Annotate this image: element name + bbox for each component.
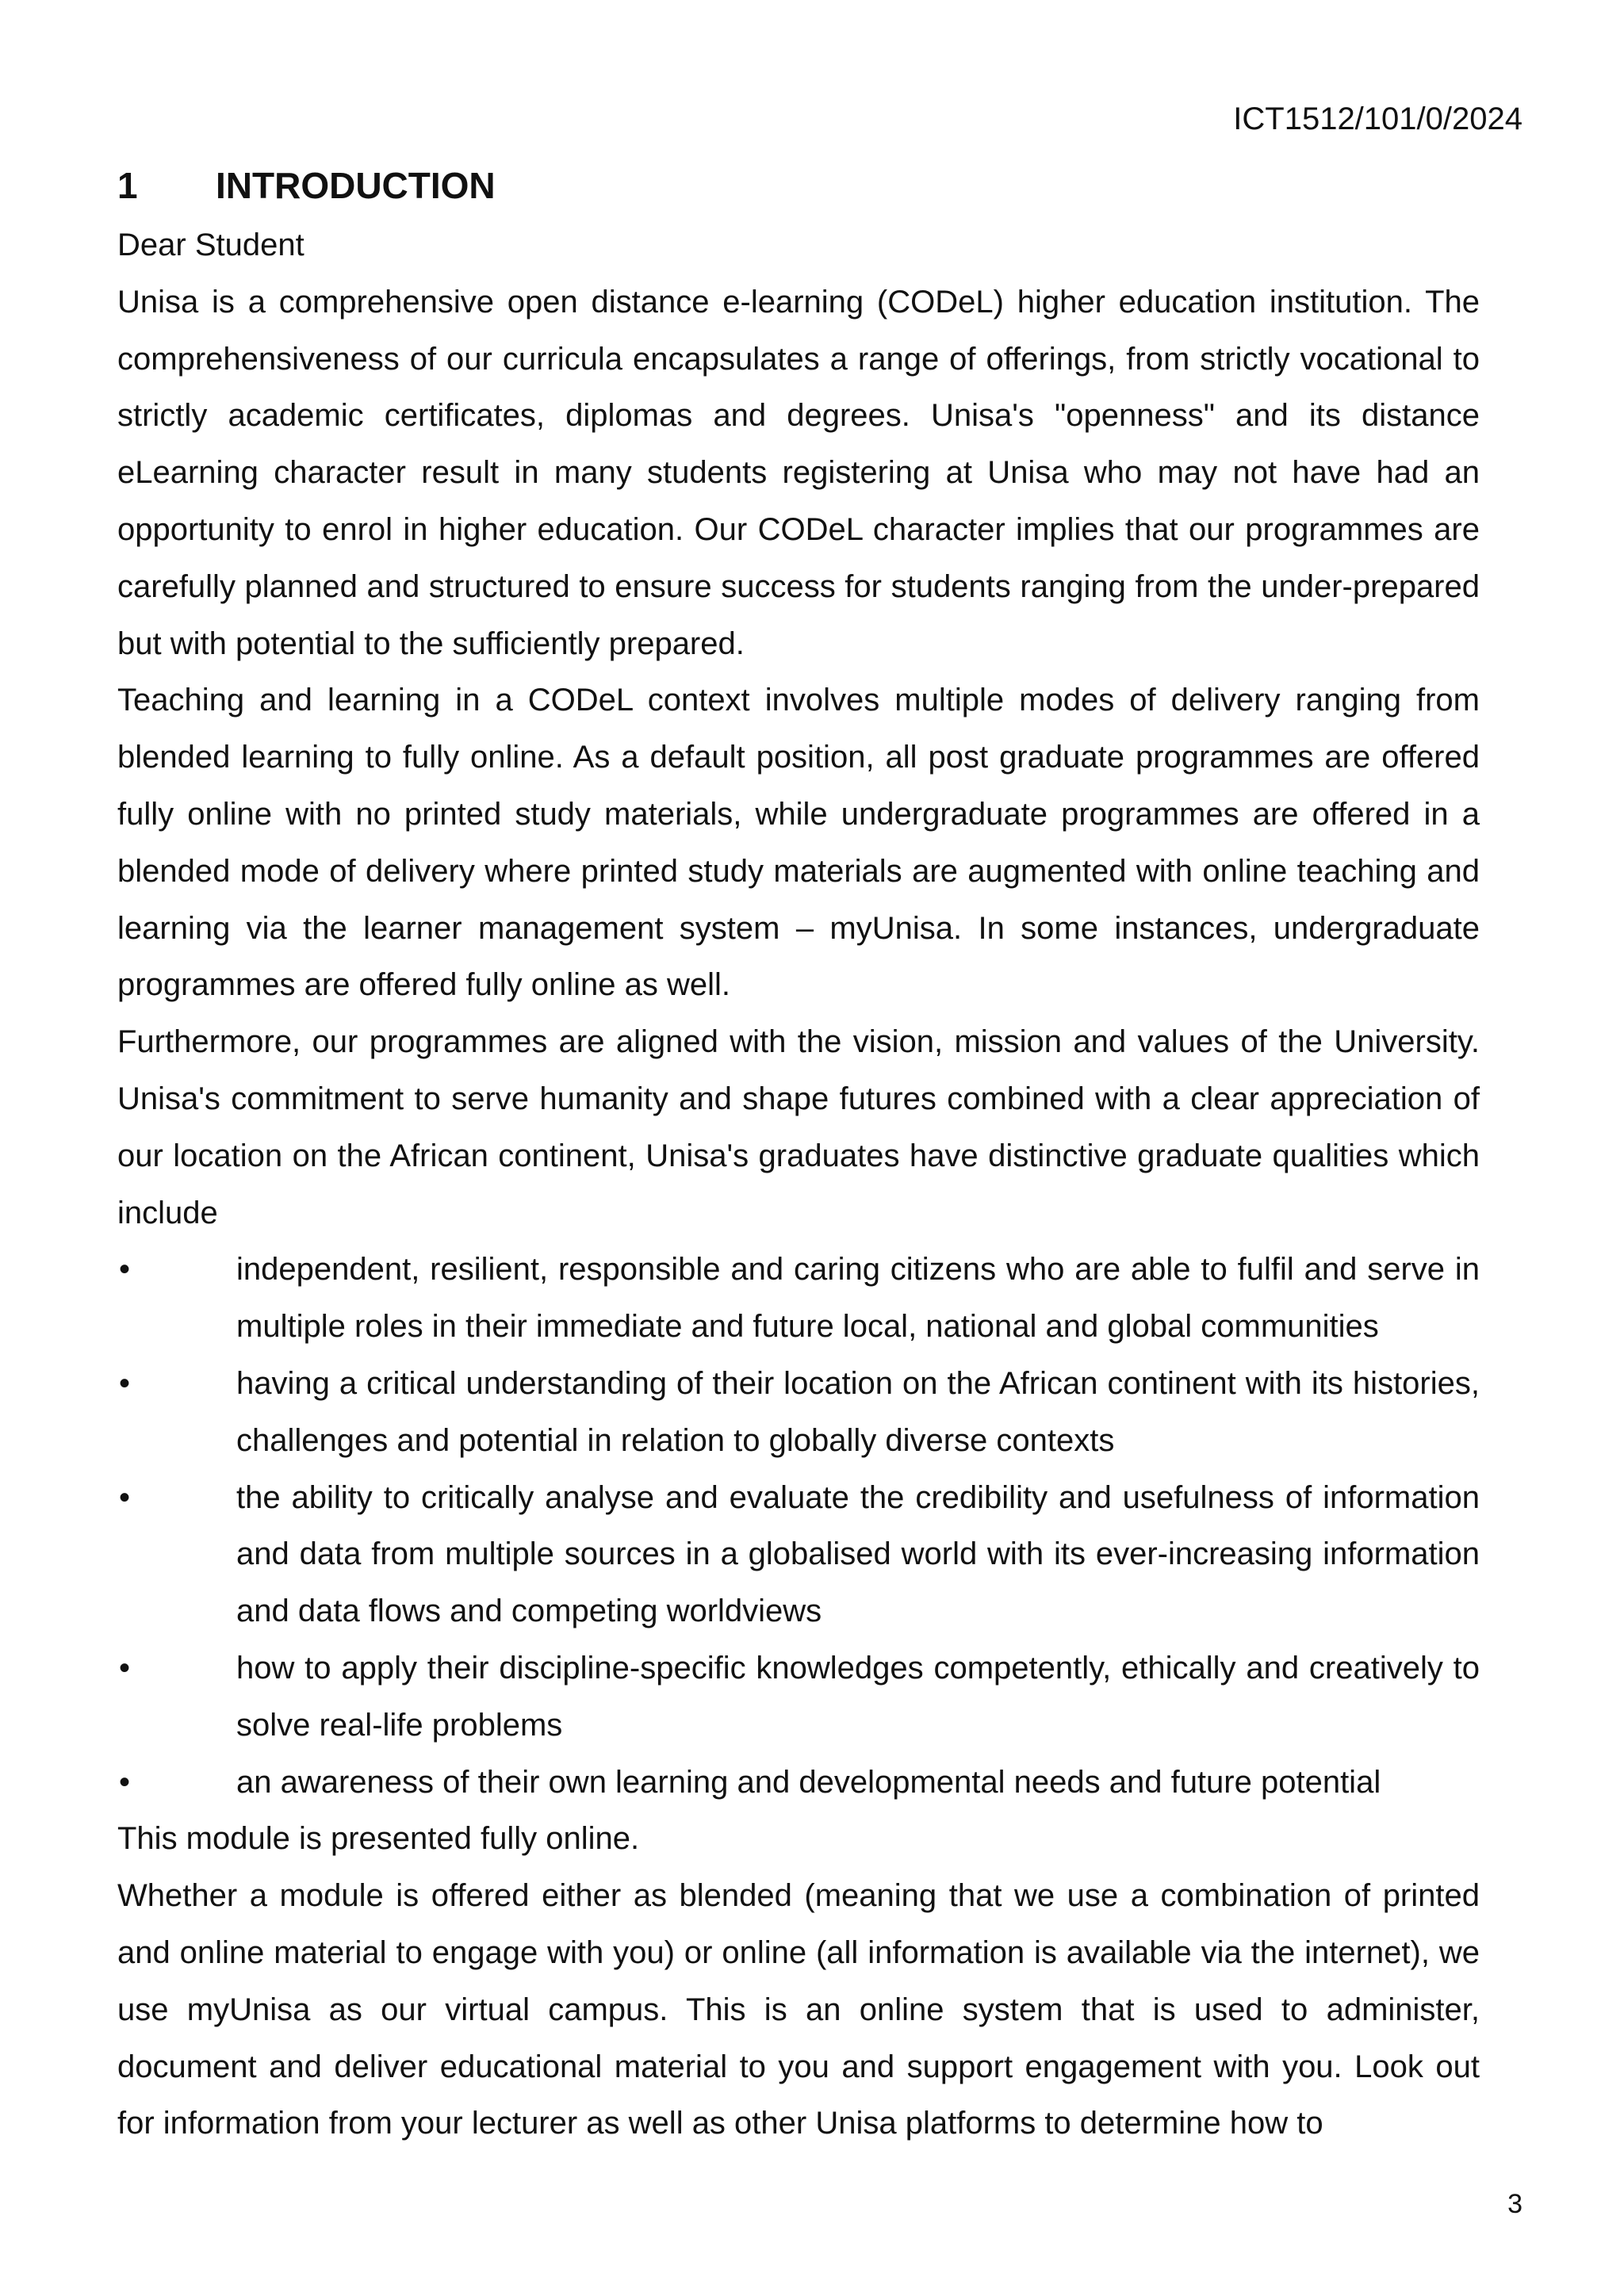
section-heading — [117, 162, 1480, 209]
bullet-marker: • — [119, 1252, 131, 1288]
bullet-marker: • — [119, 1365, 131, 1401]
section-title: INTRODUCTION — [216, 165, 496, 206]
page-number: 3 — [1507, 2189, 1522, 2219]
bullet-marker: • — [119, 1650, 131, 1686]
paragraph-codel: Unisa is a comprehensive open distance e-learning (CODeL) higher education institution. The comprehensiveness of our curricula encapsulates a range of offerings, from strictly vocational to strictly academic certificates, diplomas and degrees. Unisa's "openness" and its distance eLearning character result in many students registering at Unisa who may not have had an opportunity to enrol in higher education. Our CODeL character implies that our programmes are carefully planned and structured to ensure success for students ranging from the under-prepared but with potential to the sufficiently prepared. — [117, 284, 1480, 661]
paragraph-graduate-qualities: Furthermore, our programmes are aligned with the vision, mission and values of the University. Unisa's commitment to serve humanity and shape futures combined with a clear appreciation of our location on the African continent, Unisa's graduates have distinctive graduate qualities which include — [117, 1024, 1480, 1230]
paragraph-module-online: This module is presented fully online. — [117, 1821, 640, 1857]
paragraph-teaching-learning: Teaching and learning in a CODeL context involves multiple modes of delivery ranging from blended learning to fully online. As a default position, all post graduate programmes are offered fully online with no printed study materials, while undergraduate programmes are offered in a blended mode of delivery where printed study materials are augmented with online teaching and learning via the learner management system – myUnisa. In some instances, undergraduate programmes are offered fully online as well. — [117, 683, 1480, 1003]
list-item — [117, 1356, 1480, 1470]
section-number: 1 — [117, 165, 138, 206]
list-item-text: how to apply their discipline-specific knowledges competently, ethically and creatively to solve real-life problems — [236, 1650, 1480, 1743]
list-item-text: the ability to critically analyse and evaluate the credibility and usefulness of information and data from multiple sources in a globalised world with its ever-increasing information and data flows and competing worldviews — [236, 1479, 1480, 1629]
list-item — [117, 1755, 1480, 1812]
list-item-text: an awareness of their own learning and developmental needs and future potential — [236, 1764, 1381, 1800]
list-item-text: having a critical understanding of their location on the African continent with its histories, challenges and potential in relation to globally diverse contexts — [236, 1365, 1480, 1458]
graduate-qualities-list — [117, 1242, 1480, 1811]
greeting: Dear Student — [117, 228, 304, 262]
bullet-marker: • — [119, 1479, 131, 1515]
page-content — [117, 162, 1480, 2152]
list-item — [117, 1242, 1480, 1356]
paragraph-myunisa: Whether a module is offered either as blended (meaning that we use a combination of printed and online material to engage with you) or online (all information is available via the internet), we use myUnisa as our virtual campus. This is an online system that is used to administer, document and deliver educational material to you and support engagement with you. Look out for information from your lecturer as well as other Unisa platforms to determine how to — [117, 1878, 1480, 2141]
document-code: ICT1512/101/0/2024 — [1233, 101, 1522, 136]
list-item — [117, 1640, 1480, 1755]
bullet-marker: • — [119, 1764, 131, 1800]
list-item — [117, 1470, 1480, 1640]
list-item-text: independent, resilient, responsible and caring citizens who are able to fulfil and serve in multiple roles in their immediate and future local, national and global communities — [236, 1252, 1480, 1345]
